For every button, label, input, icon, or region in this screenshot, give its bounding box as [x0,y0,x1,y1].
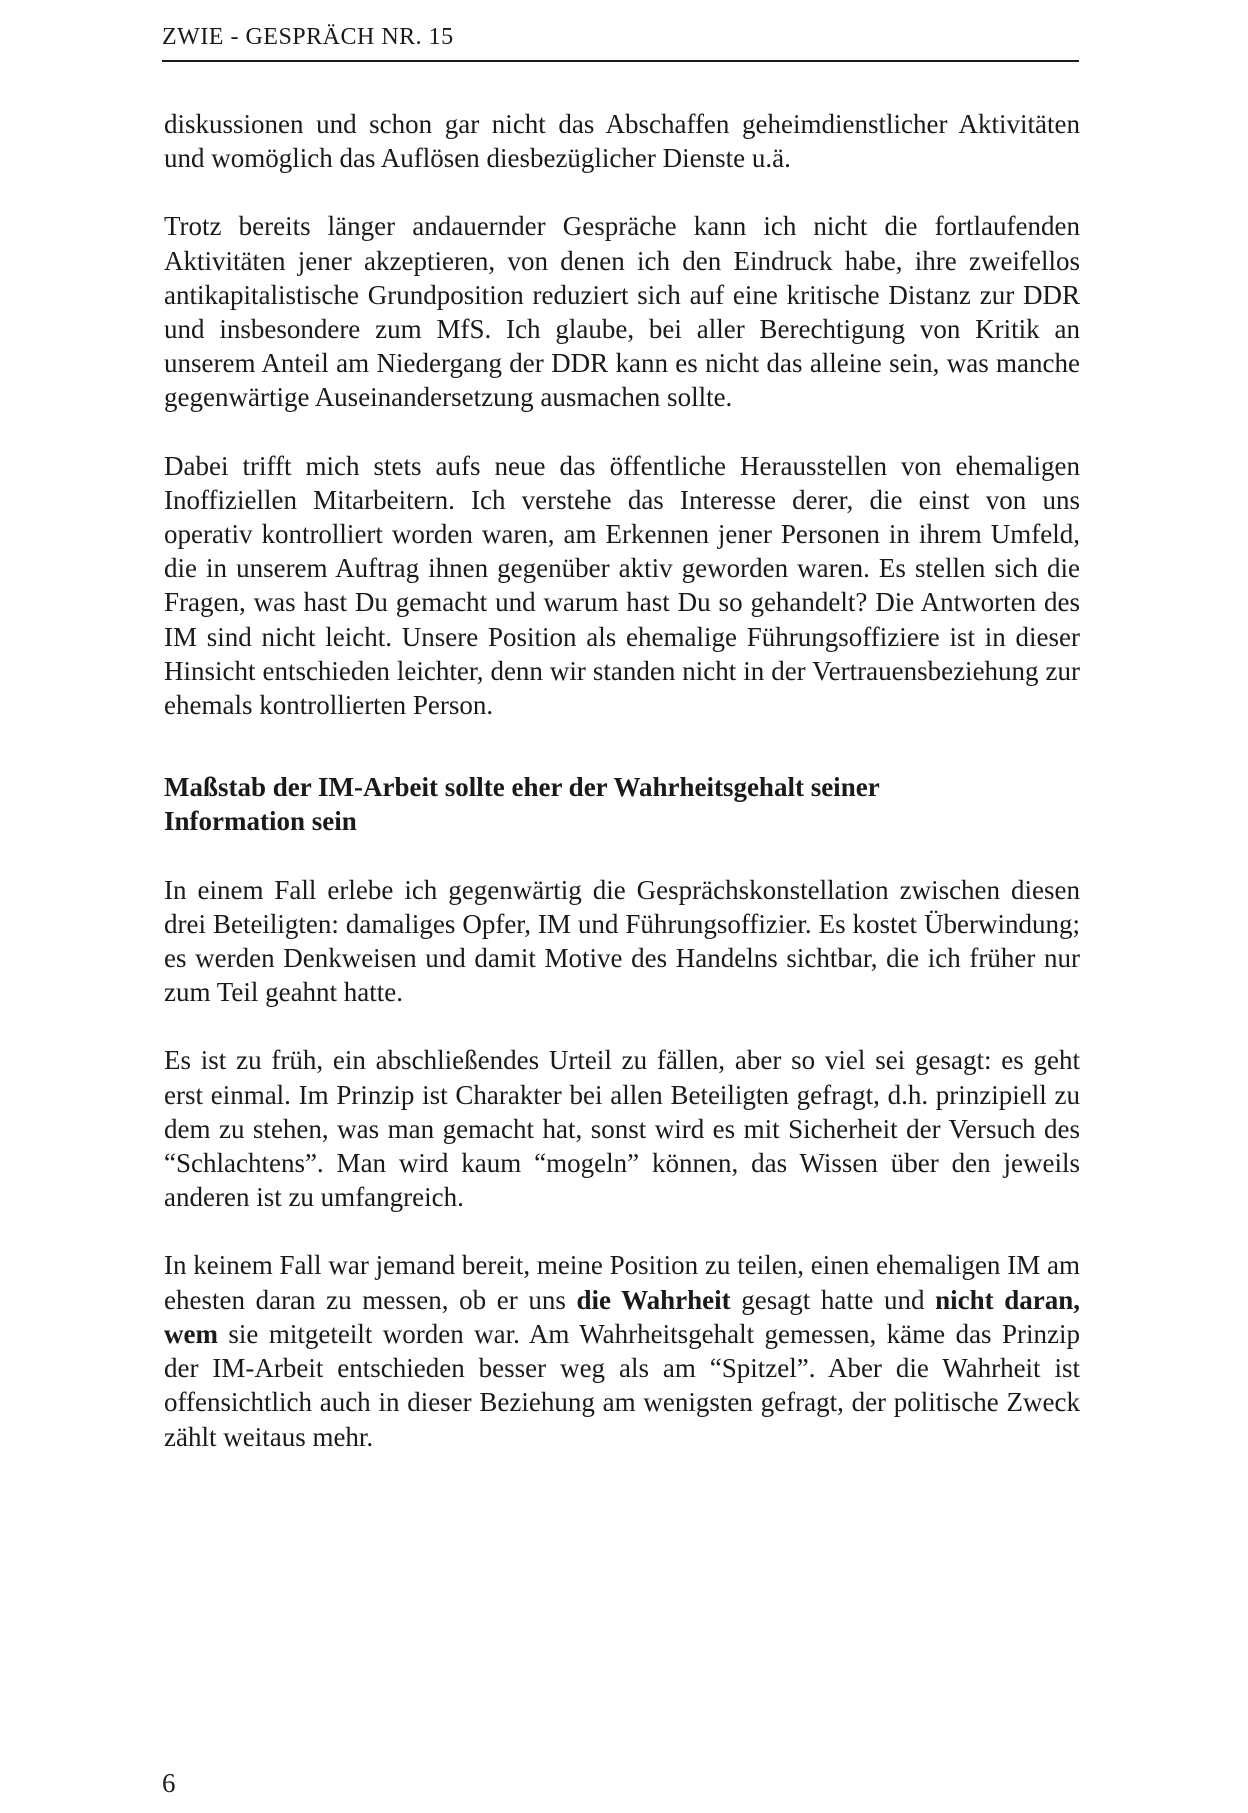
paragraph-truth [164,1248,1080,1453]
paragraph-judgement: Es ist zu früh, ein abschließendes Urteil zu fällen, aber so viel sei gesagt: es geht erst einmal. Im Prinzip ist Charakter bei allen Beteiligten gefragt, d.h. prinzipiell zu dem zu stehen, was man gemacht hat, sonst wird es mit Sicherheit der Versuch des “Schlachtens”. Man wird kaum “mogeln” können, das Wissen über den jeweils anderen ist zu umfangreich. [164,1045,1080,1213]
paragraph-constellation: In einem Fall erlebe ich gegenwärtig die Gesprächskonstellation zwischen diesen drei Beteiligten: damaliges Opfer, IM und Führungsoffizier. Es kostet Überwindung; es werden Denkweisen und damit Motive des Handelns sichtbar, die ich früher nur zum Teil geahnt hatte. [164,874,1080,1008]
running-title: ZWIE - GESPRÄCH NR. 15 [162,24,454,50]
paragraph-continuation: diskussionen und schon gar nicht das Abschaffen geheimdienstlicher Aktivitäten und womöglich das Auflösen diesbezüglicher Dienste u.ä. [164,109,1080,174]
emphasis-not-whom: nicht daran, wem [164,1284,1080,1349]
paragraph-truth-part3: sie mitgeteilt worden war. Am Wahrheitsgehalt gemessen, käme das Prinzip der IM-Arbeit entschieden besser weg als am “Spitzel”. Aber die Wahrheit ist offensichtlich auch in dieser Beziehung am wenigsten gefragt, der politische Zweck zählt weitaus mehr. [164,1318,1080,1452]
emphasis-truth: die Wahrheit [576,1284,731,1315]
document-body [164,107,1080,1488]
running-header [162,22,1079,62]
section-heading: Maßstab der IM-Arbeit sollte eher der Wahrheitsgehalt seiner Information sein [164,772,880,837]
paragraph-truth-part2: gesagt hatte und [730,1284,936,1315]
paragraph-discussions: Trotz bereits länger andauernder Gespräche kann ich nicht die fortlaufenden Aktivitäten jener akzeptieren, von denen ich den Eindruck habe, ihre zweifellos antikapitalistische Grundposition reduziert sich auf eine kritische Distanz zur DDR und insbesondere zum MfS. Ich glaube, bei aller Berechtigung von Kritik an unserem Anteil am Niedergang der DDR kann es nicht das alleine sein, was manche gegenwärtige Auseinandersetzung ausmachen sollte. [164,211,1080,413]
paragraph-informants: Dabei trifft mich stets aufs neue das öffentliche Herausstellen von ehemaligen Inoffiziellen Mitarbeitern. Ich verstehe das Interesse derer, die einst von uns operativ kontrolliert worden waren, am Erkennen jener Personen in ihrem Umfeld, die in unserem Auftrag ihnen gegenüber aktiv geworden waren. Es stellen sich die Fragen, was hast Du gemacht und warum hast Du so gehandelt? Die Antworten des IM sind nicht leicht. Unsere Position als ehemalige Führungsoffiziere ist in dieser Hinsicht entschieden leichter, denn wir standen nicht in der Vertrauensbeziehung zur ehemals kontrollierten Person. [164,450,1080,721]
page-number: 6 [162,1768,176,1798]
paragraph-truth-part1: In keinem Fall war jemand bereit, meine Position zu teilen, einen ehemaligen IM am ehesten daran zu messen, ob er uns [164,1250,1080,1315]
